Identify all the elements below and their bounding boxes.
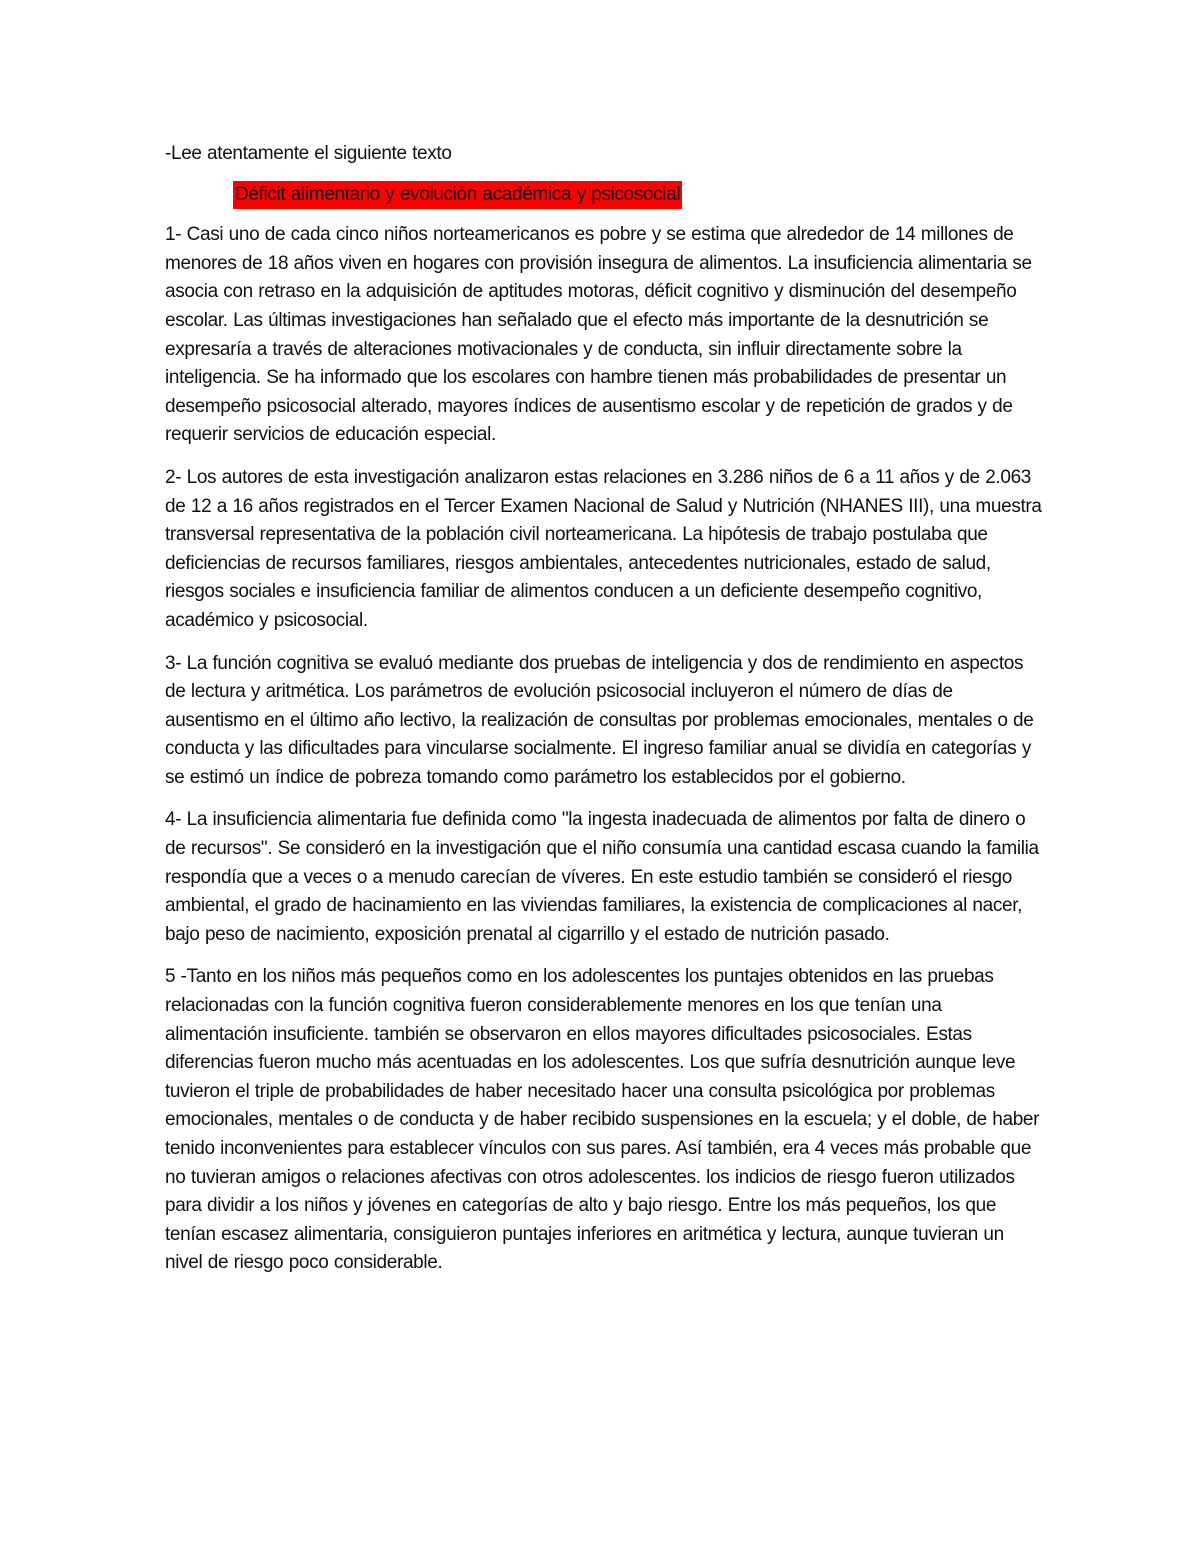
paragraph-1: 1- Casi uno de cada cinco niños norteamericanos es pobre y se estima que alrededor de 14 millones de menores de 18 años viven en hogares con provisión insegura de alimentos. La insuficiencia alimentaria se asocia con retraso en la adquisición de aptitudes motoras, déficit cognitivo y disminución del desempeño escolar. Las últimas investigaciones han señalado que el efecto más importante de la desnutrición se expresaría a través de alteraciones motivacionales y de conducta, sin influir directamente sobre la inteligencia. Se ha informado que los escolares con hambre tienen más probabilidades de presentar un desempeño psicosocial alterado, mayores índices de ausentismo escolar y de repetición de grados y de requerir servicios de educación especial. [165,224,1032,446]
paragraph-5: 5 -Tanto en los niños más pequeños como en los adolescentes los puntajes obtenidos en las pruebas relacionadas con la función cognitiva fueron considerablemente menores en los que tenían una alimentación insuficiente. también se observaron en ellos mayores dificultades psicosociales. Estas diferencias fueron mucho más acentuadas en los adolescentes. Los que sufría desnutrición aunque leve tuvieron el triple de probabilidades de haber necesitado hacer una consulta psicológica por problemas emocionales, mentales o de conducta y de haber recibido suspensiones en la escuela; y el doble, de haber tenido inconvenientes para establecer vínculos con sus pares. Así también, era 4 veces más probable que no tuvieran amigos o relaciones afectivas con otros adolescentes. los indicios de riesgo fueron utilizados para dividir a los niños y jóvenes en categorías de alto y bajo riesgo. Entre los más pequeños, los que tenían escasez alimentaria, consiguieron puntajes inferiores en aritmética y lectura, aunque tuvieran un nivel de riesgo poco considerable. [165,966,1040,1274]
intro-instruction: -Lee atentamente el siguiente texto [165,143,452,164]
paragraph-4: 4- La insuficiencia alimentaria fue definida como "la ingesta inadecuada de alimentos por falta de dinero o de recursos". Se consideró en la investigación que el niño consumía una cantidad escasa cuando la familia respondía que a veces o a menudo carecían de víveres. En este estudio también se consideró el riesgo ambiental, el grado de hacinamiento en las viviendas familiares, la existencia de complicaciones al nacer, bajo peso de nacimiento, exposición prenatal al cigarrillo y el estado de nutrición pasado. [165,809,1039,945]
paragraph-2: 2- Los autores de esta investigación analizaron estas relaciones en 3.286 niños de 6 a 11 años y de 2.063 de 12 a 16 años registrados en el Tercer Examen Nacional de Salud y Nutrición (NHANES III), una muestra transversal representativa de la población civil norteamericana. La hipótesis de trabajo postulaba que deficiencias de recursos familiares, riesgos ambientales, antecedentes nutricionales, estado de salud, riesgos sociales e insuficiencia familiar de alimentos conducen a un deficiente desempeño cognitivo, académico y psicosocial. [165,466,1042,631]
paragraph-3: 3- La función cognitiva se evaluó mediante dos pruebas de inteligencia y dos de rendimiento en aspectos de lectura y aritmética. Los parámetros de evolución psicosocial incluyeron el número de días de ausentismo en el último año lectivo, la realización de consultas por problemas emocionales, mentales o de conducta y las dificultades para vincularse socialmente. El ingreso familiar anual se dividía en categorías y se estimó un índice de pobreza tomando como parámetro los establecidos por el gobierno. [165,652,1034,788]
document-title-highlighted: Déficit alimentario y evolución académica y psicosocial [233,181,682,210]
document-body [165,140,1045,1292]
title-row [165,181,1045,210]
